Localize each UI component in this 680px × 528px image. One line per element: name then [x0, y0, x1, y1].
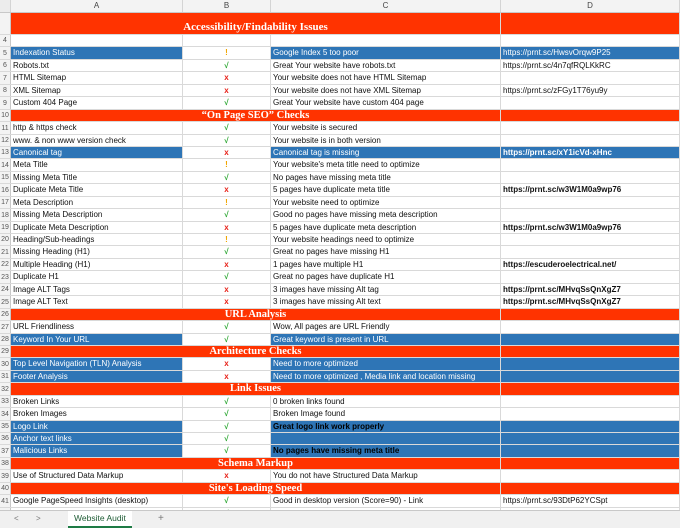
row-number[interactable]: 40	[0, 483, 11, 494]
cell-d[interactable]	[501, 458, 680, 469]
row-number[interactable]: 39	[0, 470, 11, 481]
check-name-cell[interactable]: Malicious Links	[11, 445, 183, 456]
column-header-d[interactable]: D	[501, 0, 680, 12]
check-name-cell[interactable]: Duplicate Meta Title	[11, 184, 183, 195]
result-cell[interactable]: No pages have missing meta title	[271, 172, 501, 183]
row-number[interactable]: 26	[0, 309, 11, 320]
section-title[interactable]: Link Issues	[11, 383, 501, 394]
evidence-link-cell[interactable]: https://prnt.sc/HwsvOrqw9P25	[501, 47, 680, 58]
result-cell[interactable]: Google Index 5 too poor	[271, 47, 501, 58]
row-number[interactable]: 7	[0, 72, 11, 83]
row-number[interactable]: 37	[0, 445, 11, 456]
table-row	[0, 495, 680, 507]
evidence-link-cell[interactable]	[501, 135, 680, 146]
row-number[interactable]: 9	[0, 97, 11, 108]
row-number[interactable]: 14	[0, 159, 11, 170]
table-row	[0, 296, 680, 308]
check-name-cell[interactable]: Image ALT Text	[11, 296, 183, 307]
row-number[interactable]: 12	[0, 135, 11, 146]
result-cell[interactable]: 5 pages have duplicate meta title	[271, 184, 501, 195]
check-name-cell[interactable]: Duplicate H1	[11, 271, 183, 282]
row-number[interactable]: 6	[0, 60, 11, 71]
section-title[interactable]: Architecture Checks	[11, 346, 501, 357]
evidence-link-cell[interactable]: https://prnt.sc/MHvqSsQnXgZ7	[501, 296, 680, 307]
row-number[interactable]: 21	[0, 246, 11, 257]
evidence-link-cell[interactable]: https://escuderoelectrical.net/	[501, 259, 680, 270]
table-row	[0, 246, 680, 258]
cell-d[interactable]	[501, 483, 680, 494]
status-cell[interactable]: √	[183, 445, 271, 456]
result-cell[interactable]: Good no pages have missing meta description	[271, 209, 501, 220]
check-name-cell[interactable]: Meta Title	[11, 159, 183, 170]
status-cell[interactable]: √	[183, 122, 271, 133]
result-cell[interactable]: You do not have Structured Data Markup	[271, 470, 501, 481]
evidence-link-cell[interactable]	[501, 433, 680, 444]
result-cell[interactable]	[271, 433, 501, 444]
result-cell[interactable]	[271, 35, 501, 46]
status-cell[interactable]: √	[183, 60, 271, 71]
row-number[interactable]: 27	[0, 321, 11, 332]
table-row	[0, 334, 680, 346]
status-cell[interactable]: x	[183, 296, 271, 307]
table-row	[0, 197, 680, 209]
result-cell[interactable]: Broken Image found	[271, 408, 501, 419]
table-row	[0, 371, 680, 383]
result-cell[interactable]: Great Your website have custom 404 page	[271, 97, 501, 108]
evidence-link-cell[interactable]	[501, 234, 680, 245]
section-title[interactable]: Accessibility/Findability Issues	[11, 13, 501, 34]
result-cell[interactable]: No pages have missing meta title	[271, 445, 501, 456]
row-number[interactable]: 11	[0, 122, 11, 133]
table-row	[0, 184, 680, 196]
select-all-corner[interactable]	[0, 0, 11, 12]
result-cell[interactable]: 3 images have missing Alt text	[271, 296, 501, 307]
check-name-cell[interactable]: Duplicate Meta Description	[11, 222, 183, 233]
status-cell[interactable]: !	[183, 159, 271, 170]
row-number[interactable]: 31	[0, 371, 11, 382]
section-title[interactable]: Site's Loading Speed	[11, 483, 501, 494]
table-row	[0, 396, 680, 408]
table-row	[0, 321, 680, 333]
section-title[interactable]: Schema Markup	[11, 458, 501, 469]
evidence-link-cell[interactable]	[501, 209, 680, 220]
evidence-link-cell[interactable]: https://prnt.sc/4n7qfRQLKkRC	[501, 60, 680, 71]
status-cell[interactable]: √	[183, 421, 271, 432]
row-number[interactable]: 10	[0, 110, 11, 121]
result-cell[interactable]: 3 images have missing Alt tag	[271, 284, 501, 295]
row-number[interactable]: 20	[0, 234, 11, 245]
evidence-link-cell[interactable]	[501, 246, 680, 257]
evidence-link-cell[interactable]: https://prnt.sc/xY1icVd-xHnc	[501, 147, 680, 158]
status-cell[interactable]: √	[183, 433, 271, 444]
evidence-link-cell[interactable]	[501, 408, 680, 419]
cell-d[interactable]	[501, 383, 680, 394]
evidence-link-cell[interactable]	[501, 470, 680, 481]
row-number[interactable]	[0, 13, 11, 34]
result-cell[interactable]: Need to more optimized	[271, 358, 501, 369]
result-cell[interactable]: Your website does not have HTML Sitemap	[271, 72, 501, 83]
row-number[interactable]: 17	[0, 197, 11, 208]
status-cell[interactable]: !	[183, 197, 271, 208]
status-cell[interactable]: √	[183, 209, 271, 220]
table-row	[0, 421, 680, 433]
check-name-cell[interactable]: Logo Link	[11, 421, 183, 432]
result-cell[interactable]: Good in desktop version (Score=90) - Link	[271, 495, 501, 506]
check-name-cell[interactable]: Broken Links	[11, 396, 183, 407]
status-cell[interactable]: x	[183, 371, 271, 382]
check-name-cell[interactable]: Use of Structured Data Markup	[11, 470, 183, 481]
result-cell[interactable]: Great logo link work properly	[271, 421, 501, 432]
status-cell[interactable]: √	[183, 97, 271, 108]
check-name-cell[interactable]: Footer Analysis	[11, 371, 183, 382]
table-row	[0, 271, 680, 283]
evidence-link-cell[interactable]: https://prnt.sc/MHvqSsQnXgZ7	[501, 284, 680, 295]
check-name-cell[interactable]: URL Friendliness	[11, 321, 183, 332]
result-cell[interactable]: Your website need to optimize	[271, 197, 501, 208]
result-cell[interactable]: Need to more optimized , Media link and location missing	[271, 371, 501, 382]
row-number[interactable]: 19	[0, 222, 11, 233]
column-header-bar	[0, 0, 680, 13]
status-cell[interactable]: √	[183, 321, 271, 332]
row-number[interactable]: 13	[0, 147, 11, 158]
check-name-cell[interactable]: Custom 404 Page	[11, 97, 183, 108]
cell-d[interactable]	[501, 346, 680, 357]
result-cell[interactable]: Canonical tag is missing	[271, 147, 501, 158]
row-number[interactable]: 22	[0, 259, 11, 270]
evidence-link-cell[interactable]	[501, 122, 680, 133]
row-number[interactable]: 33	[0, 396, 11, 407]
result-cell[interactable]: 5 pages have duplicate meta description	[271, 222, 501, 233]
table-row	[0, 470, 680, 482]
evidence-link-cell[interactable]	[501, 35, 680, 46]
status-cell[interactable]: x	[183, 259, 271, 270]
table-row	[0, 259, 680, 271]
table-row	[0, 408, 680, 420]
evidence-link-cell[interactable]	[501, 445, 680, 456]
status-cell[interactable]: x	[183, 184, 271, 195]
check-name-cell[interactable]: XML Sitemap	[11, 85, 183, 96]
check-name-cell[interactable]: Missing Meta Description	[11, 209, 183, 220]
evidence-link-cell[interactable]	[501, 159, 680, 170]
evidence-link-cell[interactable]	[501, 371, 680, 382]
table-row	[0, 47, 680, 59]
table-row	[0, 358, 680, 370]
check-name-cell[interactable]: Missing Meta Title	[11, 172, 183, 183]
result-cell[interactable]: Great Your website have robots.txt	[271, 60, 501, 71]
sheet-tab-bar	[0, 510, 680, 528]
row-number[interactable]: 16	[0, 184, 11, 195]
row-number[interactable]: 23	[0, 271, 11, 282]
check-name-cell[interactable]: http & https check	[11, 122, 183, 133]
evidence-link-cell[interactable]	[501, 396, 680, 407]
row-number[interactable]: 29	[0, 346, 11, 357]
check-name-cell[interactable]: Meta Description	[11, 197, 183, 208]
status-cell[interactable]: x	[183, 358, 271, 369]
check-name-cell[interactable]: Image ALT Tags	[11, 284, 183, 295]
status-cell[interactable]: x	[183, 85, 271, 96]
status-cell[interactable]	[183, 35, 271, 46]
status-cell[interactable]: √	[183, 334, 271, 345]
check-name-cell[interactable]: Keyword In Your URL	[11, 334, 183, 345]
check-name-cell[interactable]: Heading/Sub-headings	[11, 234, 183, 245]
check-name-cell[interactable]: Anchor text links	[11, 433, 183, 444]
status-cell[interactable]: x	[183, 72, 271, 83]
table-row	[0, 72, 680, 84]
check-name-cell[interactable]: Missing Heading (H1)	[11, 246, 183, 257]
table-row	[0, 172, 680, 184]
table-row	[0, 122, 680, 134]
section-header-row	[0, 110, 680, 122]
table-row	[0, 35, 680, 47]
check-name-cell[interactable]: Top Level Navigation (TLN) Analysis	[11, 358, 183, 369]
result-cell[interactable]: 1 pages have multiple H1	[271, 259, 501, 270]
evidence-link-cell[interactable]: https://prnt.sc/zFGy1T76yu9y	[501, 85, 680, 96]
sheet-rows	[0, 13, 680, 510]
result-cell[interactable]: Your website is secured	[271, 122, 501, 133]
section-title[interactable]: “On Page SEO” Checks	[11, 110, 501, 121]
row-number[interactable]: 4	[0, 35, 11, 46]
row-number[interactable]: 28	[0, 334, 11, 345]
evidence-link-cell[interactable]	[501, 72, 680, 83]
row-number[interactable]: 25	[0, 296, 11, 307]
section-header-row	[0, 458, 680, 470]
evidence-link-cell[interactable]: https://prnt.sc/w3W1M0a9wp76	[501, 222, 680, 233]
check-name-cell[interactable]: Indexation Status	[11, 47, 183, 58]
section-header-row	[0, 13, 680, 35]
result-cell[interactable]: Your website headings need to optimize	[271, 234, 501, 245]
column-header-c[interactable]: C	[271, 0, 501, 12]
evidence-link-cell[interactable]	[501, 421, 680, 432]
column-header-a[interactable]: A	[11, 0, 183, 12]
status-cell[interactable]: √	[183, 396, 271, 407]
table-row	[0, 445, 680, 457]
row-number[interactable]: 5	[0, 47, 11, 58]
table-row	[0, 97, 680, 109]
table-row	[0, 159, 680, 171]
check-name-cell[interactable]: Google PageSpeed Insights (desktop)	[11, 495, 183, 506]
table-row	[0, 147, 680, 159]
section-header-row	[0, 483, 680, 495]
evidence-link-cell[interactable]	[501, 172, 680, 183]
column-header-b[interactable]: B	[183, 0, 271, 12]
evidence-link-cell[interactable]	[501, 97, 680, 108]
prev-sheet-arrow-icon[interactable]: <	[14, 514, 19, 523]
check-name-cell[interactable]: Canonical tag	[11, 147, 183, 158]
check-name-cell[interactable]	[11, 35, 183, 46]
status-cell[interactable]: !	[183, 234, 271, 245]
row-number[interactable]: 24	[0, 284, 11, 295]
status-cell[interactable]: x	[183, 284, 271, 295]
table-row	[0, 234, 680, 246]
status-cell[interactable]: x	[183, 470, 271, 481]
result-cell[interactable]: Great keyword is present in URL	[271, 334, 501, 345]
check-name-cell[interactable]: HTML Sitemap	[11, 72, 183, 83]
evidence-link-cell[interactable]: https://prnt.sc/w3W1M0a9wp76	[501, 184, 680, 195]
table-row	[0, 60, 680, 72]
row-number[interactable]: 8	[0, 85, 11, 96]
row-number[interactable]: 35	[0, 421, 11, 432]
check-name-cell[interactable]: Robots.txt	[11, 60, 183, 71]
result-cell[interactable]: Great no pages have missing H1	[271, 246, 501, 257]
row-number[interactable]: 38	[0, 458, 11, 469]
result-cell[interactable]: Your website does not have XML Sitemap	[271, 85, 501, 96]
row-number[interactable]: 36	[0, 433, 11, 444]
next-sheet-arrow-icon[interactable]: >	[36, 514, 41, 523]
table-row	[0, 433, 680, 445]
check-name-cell[interactable]: Multiple Heading (H1)	[11, 259, 183, 270]
result-cell[interactable]: Wow, All pages are URL Friendly	[271, 321, 501, 332]
evidence-link-cell[interactable]	[501, 197, 680, 208]
section-header-row	[0, 383, 680, 395]
result-cell[interactable]: 0 broken links found	[271, 396, 501, 407]
table-row	[0, 284, 680, 296]
status-cell[interactable]: x	[183, 222, 271, 233]
status-cell[interactable]: √	[183, 135, 271, 146]
row-number[interactable]: 15	[0, 172, 11, 183]
row-number[interactable]: 30	[0, 358, 11, 369]
sheet-tab-website-audit[interactable]: Website Audit	[68, 511, 132, 528]
table-row	[0, 135, 680, 147]
section-header-row	[0, 309, 680, 321]
status-cell[interactable]: √	[183, 172, 271, 183]
status-cell[interactable]: √	[183, 246, 271, 257]
add-sheet-icon[interactable]: +	[158, 513, 164, 524]
cell-d[interactable]	[501, 13, 680, 34]
evidence-link-cell[interactable]	[501, 334, 680, 345]
row-number[interactable]: 34	[0, 408, 11, 419]
cell-d[interactable]	[501, 110, 680, 121]
evidence-link-cell[interactable]	[501, 358, 680, 369]
status-cell[interactable]: √	[183, 495, 271, 506]
row-number[interactable]: 41	[0, 495, 11, 506]
result-cell[interactable]: Your website's meta title need to optimize	[271, 159, 501, 170]
section-title[interactable]: URL Analysis	[11, 309, 501, 320]
check-name-cell[interactable]: Broken Images	[11, 408, 183, 419]
table-row	[0, 222, 680, 234]
check-name-cell[interactable]: www. & non www version check	[11, 135, 183, 146]
cell-d[interactable]	[501, 309, 680, 320]
table-row	[0, 85, 680, 97]
evidence-link-cell[interactable]: https://prnt.sc/93DtP62YCSpt	[501, 495, 680, 506]
row-number[interactable]: 18	[0, 209, 11, 220]
result-cell[interactable]: Your website is in both version	[271, 135, 501, 146]
evidence-link-cell[interactable]	[501, 271, 680, 282]
status-cell[interactable]: !	[183, 47, 271, 58]
row-number[interactable]: 32	[0, 383, 11, 394]
status-cell[interactable]: √	[183, 271, 271, 282]
status-cell[interactable]: √	[183, 408, 271, 419]
result-cell[interactable]: Great no pages have duplicate H1	[271, 271, 501, 282]
evidence-link-cell[interactable]	[501, 321, 680, 332]
status-cell[interactable]: x	[183, 147, 271, 158]
table-row	[0, 209, 680, 221]
section-header-row	[0, 346, 680, 358]
